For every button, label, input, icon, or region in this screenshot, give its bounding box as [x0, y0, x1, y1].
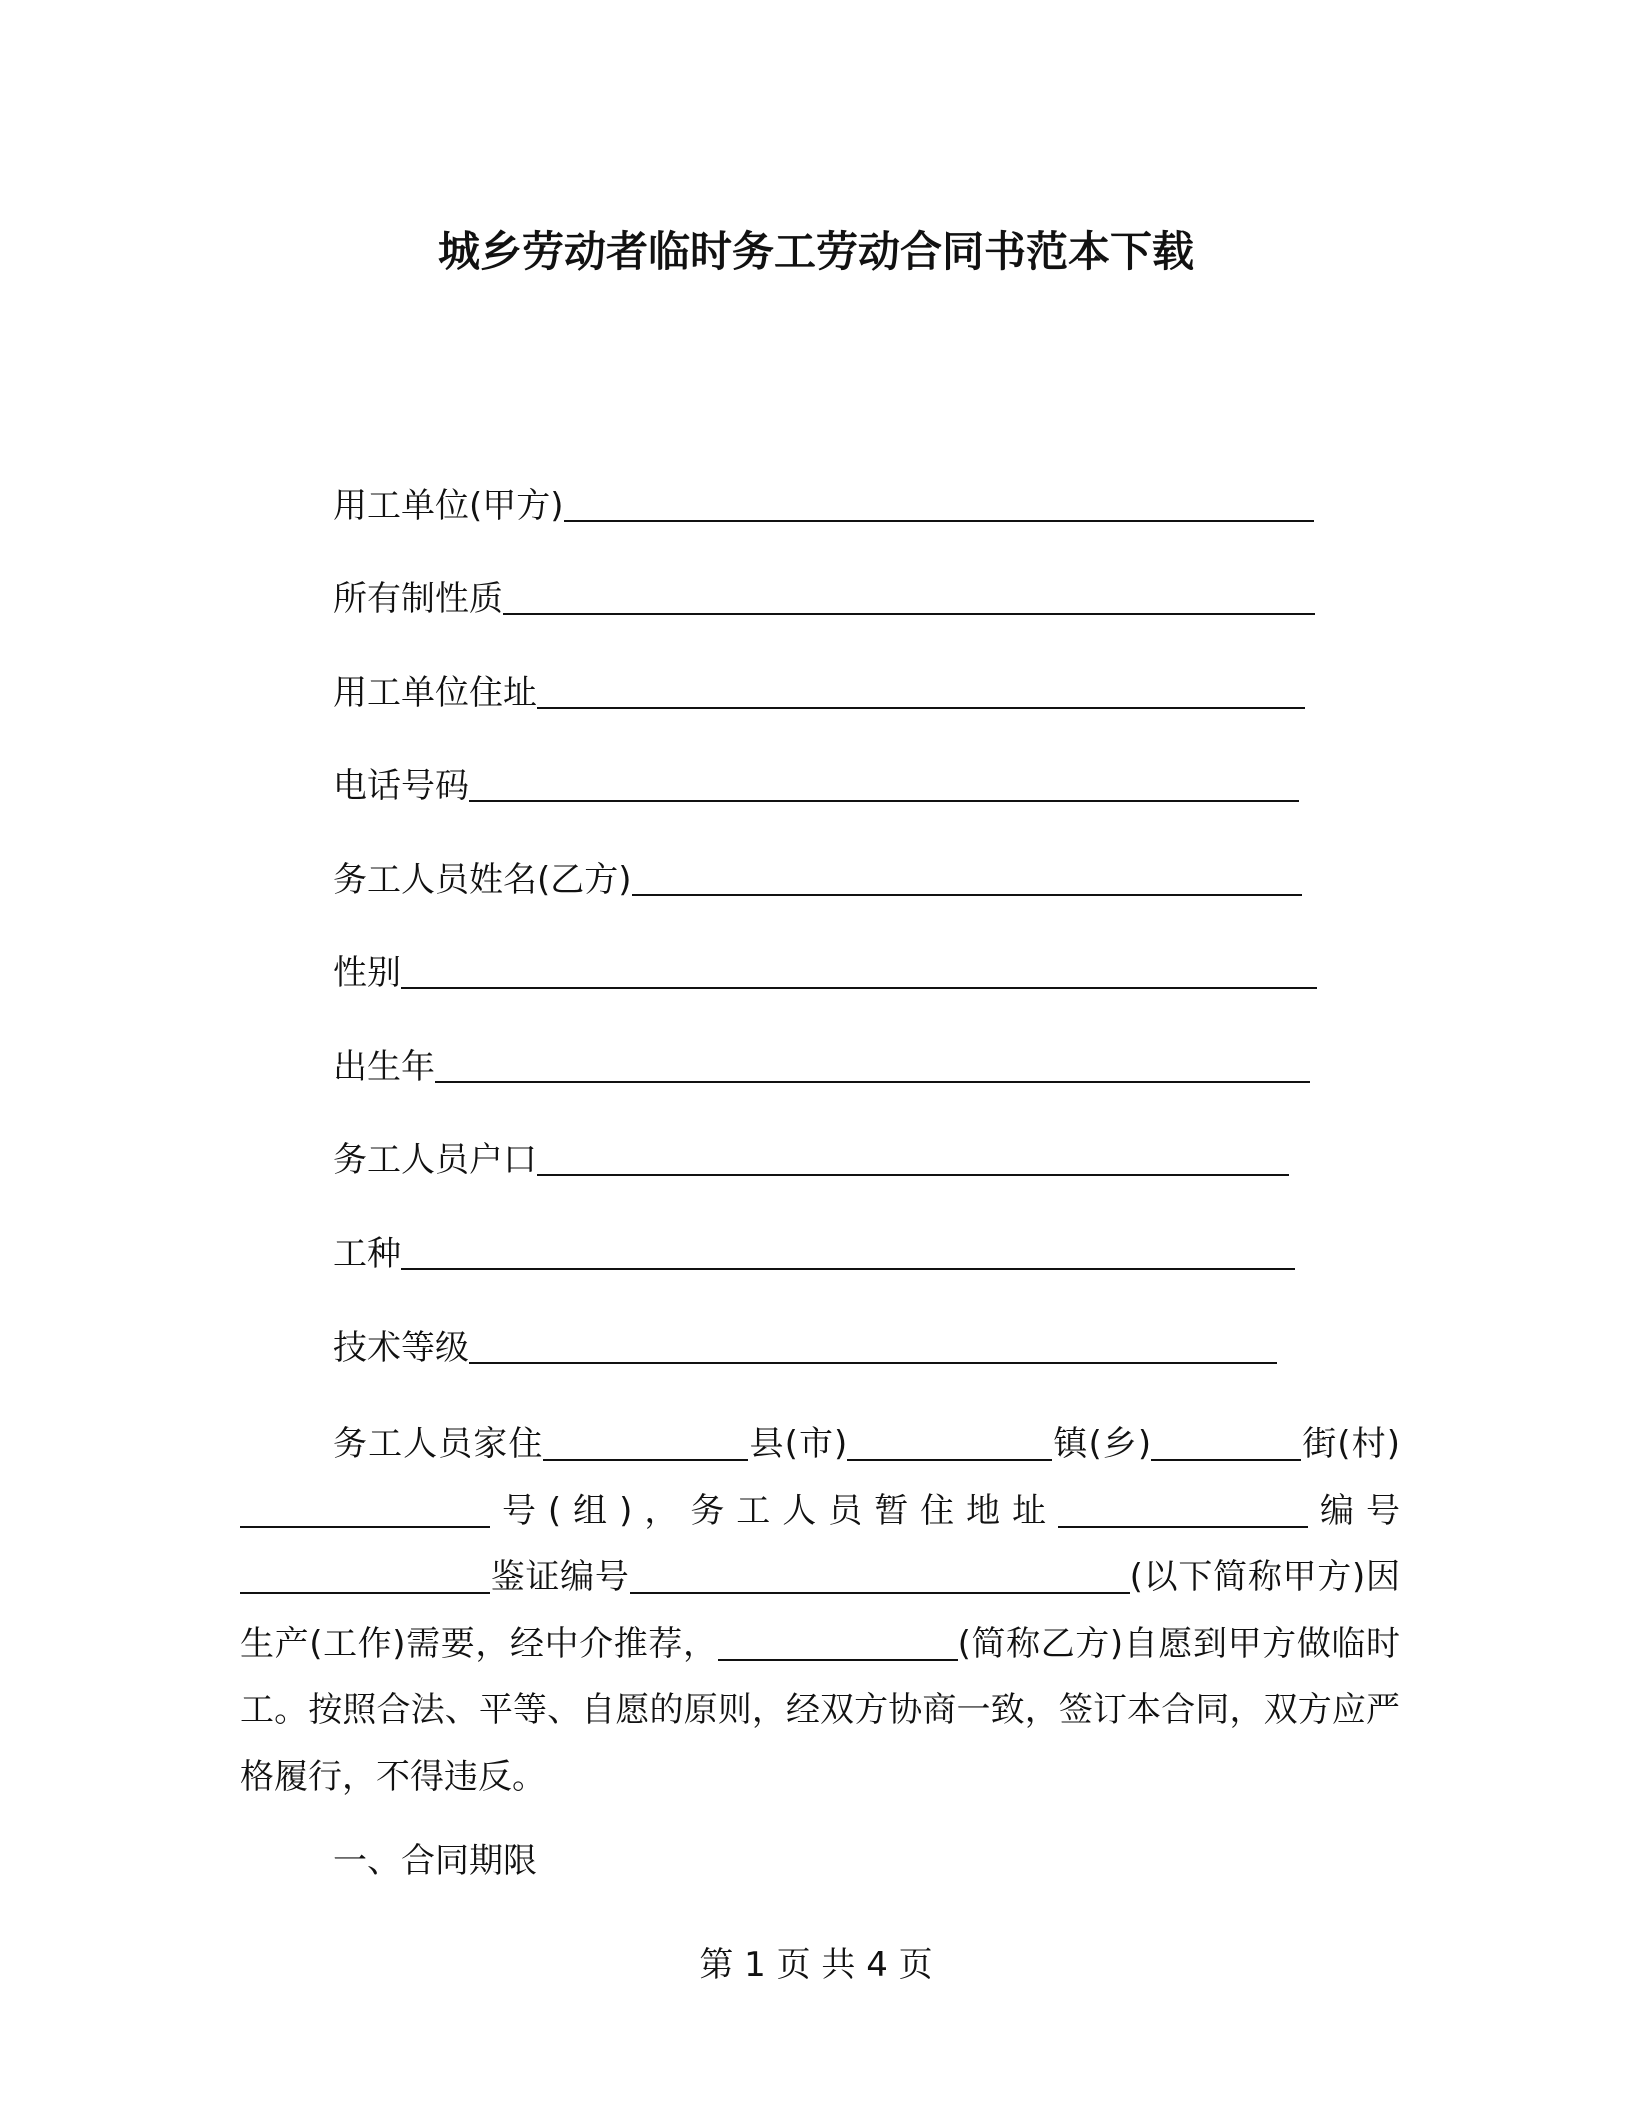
blank-line — [240, 1558, 490, 1594]
paragraph-text: 编号 — [1308, 1490, 1401, 1531]
blank-line — [401, 987, 1317, 989]
blank-line — [1058, 1492, 1308, 1528]
blank-line — [537, 1174, 1289, 1176]
paragraph-text: (简称乙方)自愿到甲方做临时工。按照合法、平等、自愿的原则，经双方协商一致，签订本合同，双方应严格履行，不得违反。 — [240, 1623, 1401, 1797]
field-skill-level — [333, 1323, 1277, 1373]
field-job-type — [333, 1229, 1295, 1279]
field-label: 所有制性质 — [333, 579, 503, 619]
paragraph-text: 街(村) — [1301, 1424, 1400, 1464]
paragraph-text: 镇(乡) — [1052, 1424, 1152, 1464]
section-heading: 一、合同期限 — [333, 1841, 537, 1881]
field-label: 务工人员姓名(乙方) — [333, 860, 632, 900]
paragraph-text: (以下简称甲方)因生产(工作)需要，经中介推荐， — [240, 1557, 1401, 1664]
page-footer: 第 1 页 共 4 页 — [699, 1945, 933, 1985]
field-label: 技术等级 — [333, 1328, 469, 1368]
field-label: 务工人员户口 — [333, 1140, 537, 1180]
field-employer-address — [333, 668, 1305, 718]
paragraph-text: 号(组)，务工人员暂住地址 — [490, 1490, 1059, 1531]
blank-line — [630, 1558, 1130, 1594]
blank-line — [632, 894, 1302, 896]
field-worker-hukou — [333, 1135, 1289, 1185]
contract-intro-paragraph — [240, 1411, 1400, 1811]
field-phone — [333, 761, 1299, 811]
blank-line — [240, 1492, 490, 1528]
blank-line — [543, 1425, 748, 1461]
blank-line — [1151, 1425, 1301, 1461]
blank-line — [469, 800, 1299, 802]
field-label: 工种 — [333, 1234, 401, 1274]
field-gender — [333, 948, 1317, 998]
blank-line — [435, 1081, 1310, 1083]
field-label: 电话号码 — [333, 766, 469, 806]
paragraph-text: 务工人员家住 — [333, 1424, 544, 1464]
blank-line — [503, 613, 1315, 615]
blank-line — [718, 1625, 958, 1661]
blank-line — [564, 520, 1314, 522]
blank-line — [847, 1425, 1052, 1461]
blank-line — [469, 1362, 1277, 1364]
document-title: 城乡劳动者临时务工劳动合同书范本下载 — [437, 227, 1194, 276]
paragraph-text: 鉴证编号 — [490, 1557, 630, 1598]
field-worker-name — [333, 855, 1302, 905]
field-label: 用工单位住址 — [333, 673, 537, 713]
blank-line — [401, 1268, 1295, 1270]
field-birth-year — [333, 1042, 1310, 1092]
paragraph-text: 县(市) — [748, 1424, 848, 1464]
blank-line — [537, 707, 1305, 709]
field-ownership-nature — [333, 574, 1315, 624]
field-employer — [333, 481, 1314, 531]
field-label: 用工单位(甲方) — [333, 486, 564, 526]
field-label: 性别 — [333, 953, 401, 993]
field-label: 出生年 — [333, 1047, 435, 1087]
